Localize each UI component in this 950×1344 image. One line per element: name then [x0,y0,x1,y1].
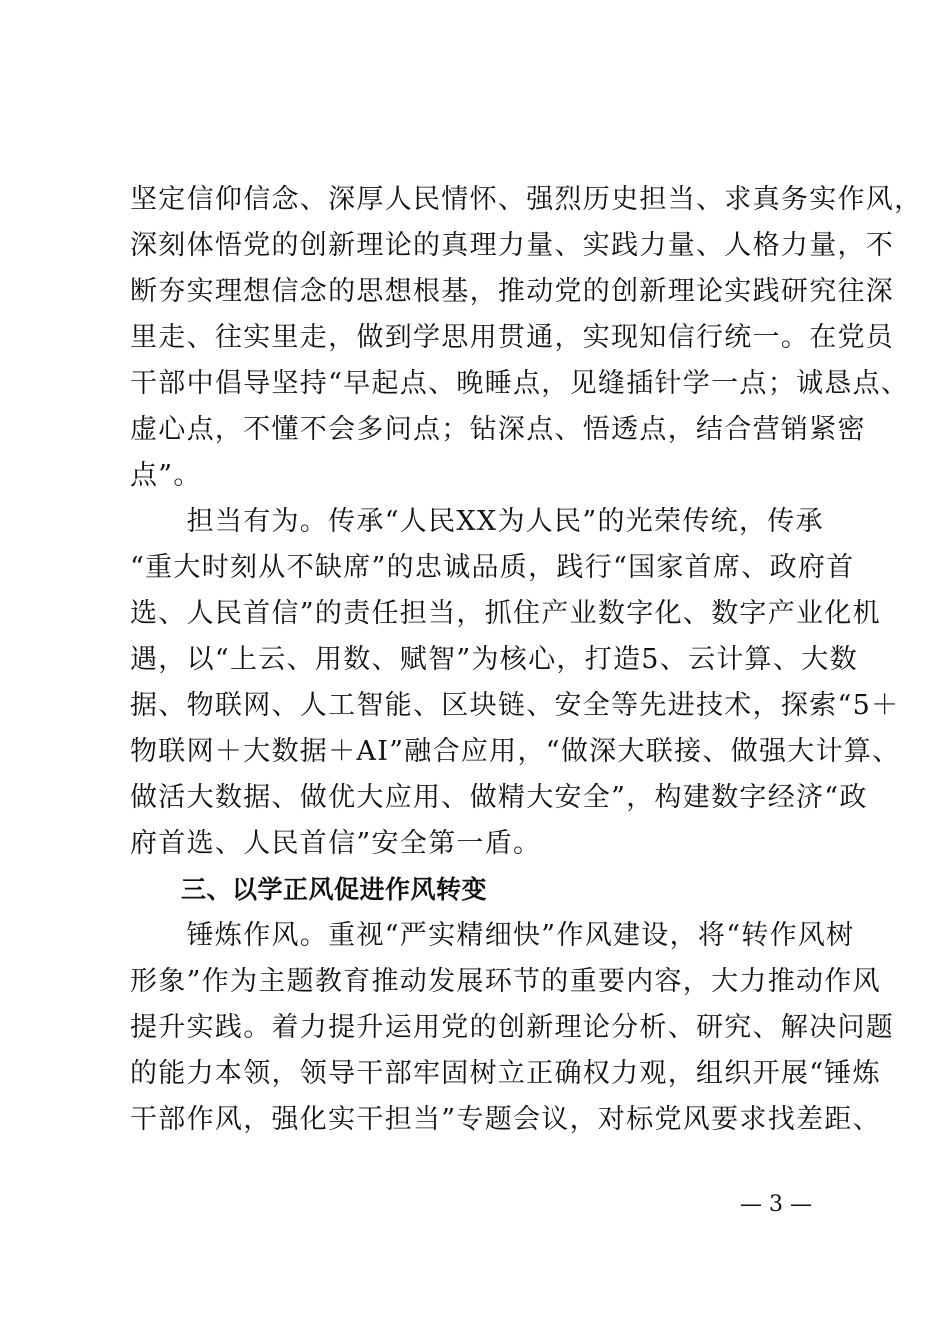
text-line: 据、物联网、人工智能、区块链、安全等先进技术，探索“5＋ [130,690,900,721]
text-line: 担当有为。传承“人民XX为人民”的光荣传统，传承 [130,506,824,537]
text-line: 干部中倡导坚持“早起点、晚睡点，见缝插针学一点；诚恳点、 [130,368,910,399]
text-line: 做活大数据、做优大应用、做精大安全”，构建数字经济“政 [130,782,868,813]
text-line: 点”。 [130,460,202,491]
text-line: 提升实践。着力提升运用党的创新理论分析、研究、解决问题 [130,1012,895,1043]
text-line: 断夯实理想信念的思想根基，推动党的创新理论实践研究往深 [130,276,895,307]
text-line: 形象”作为主题教育推动发展环节的重要内容，大力推动作风 [130,966,881,997]
text-line: “重大时刻从不缺席”的忠诚品质，践行“国家首席、政府首 [130,552,855,583]
text-line: 深刻体悟党的创新理论的真理力量、实践力量、人格力量，不 [130,230,895,261]
text-line: 府首选、人民首信”安全第一盾。 [130,828,542,859]
text-line: 坚定信仰信念、深厚人民情怀、强烈历史担当、求真务实作风， [130,184,923,215]
text-line: 里走、往实里走，做到学思用贯通，实现知信行统一。在党员 [130,322,895,353]
text-line: 的能力本领，领导干部牢固树立正确权力观，组织开展“锤炼 [130,1058,881,1089]
text-line: 虚心点，不懂不会多问点；钻深点、悟透点，结合营销紧密 [130,414,866,445]
page-number: — 3 — [740,1192,812,1217]
text-line: 物联网＋大数据＋AI”融合应用，“做深大联接、做强大计算、 [130,736,901,767]
text-line: 干部作风，强化实干担当”专题会议，对标党风要求找差距、 [130,1104,881,1135]
section-heading: 三、以学正风促进作风转变 [130,875,488,904]
text-line: 选、人民首信”的责任担当，抓住产业数字化、数字产业化机 [130,598,881,629]
text-line: 遇，以“上云、用数、赋智”为核心，打造5、云计算、大数 [130,644,858,675]
text-line: 锤炼作风。重视“严实精细快”作风建设，将“转作风树 [130,920,855,951]
